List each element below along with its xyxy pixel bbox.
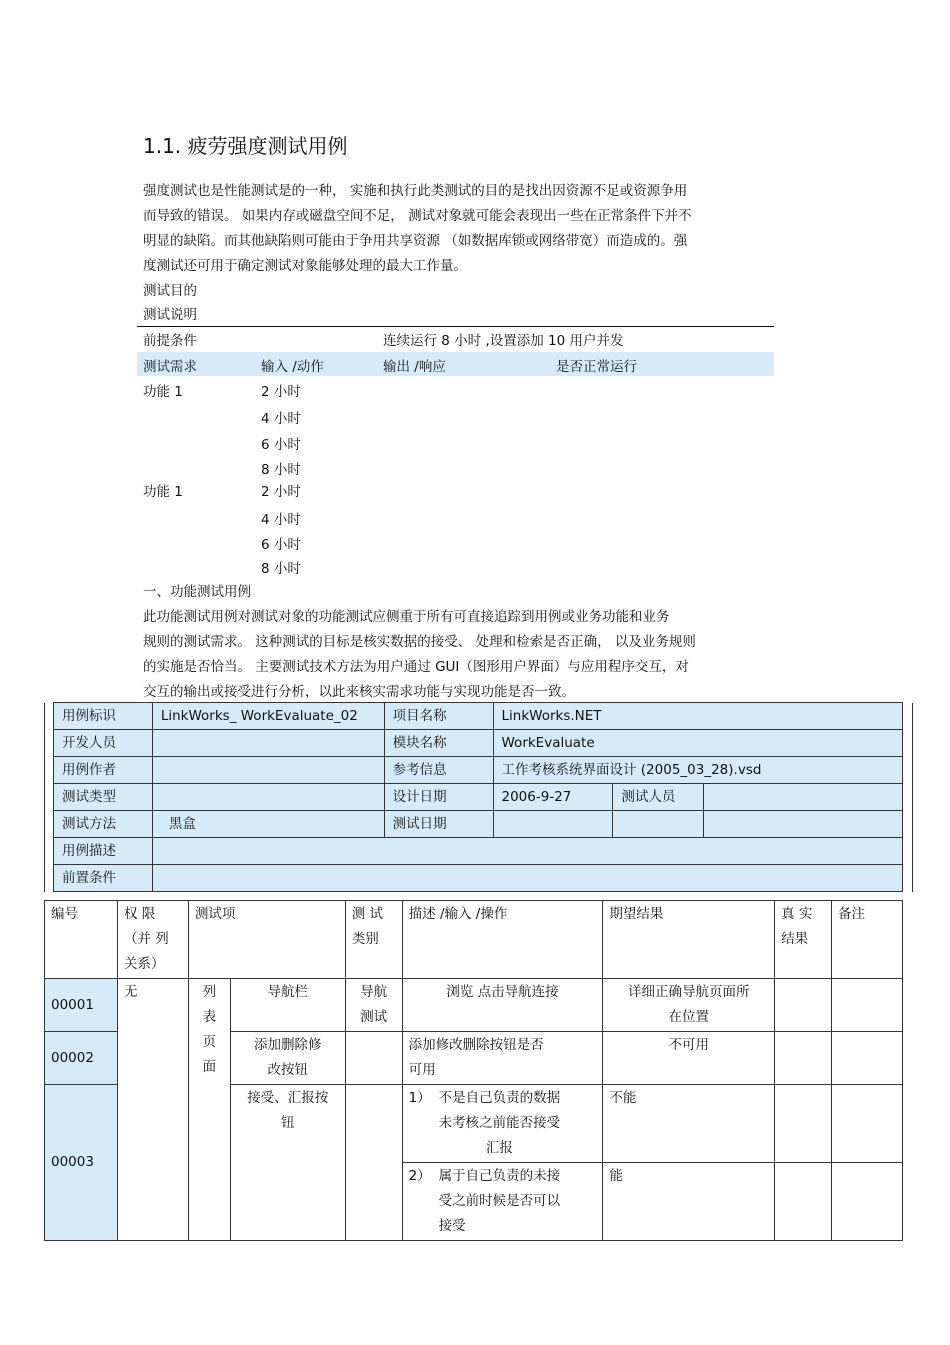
precondition-label: 前提条件 — [143, 333, 197, 349]
req-time: 8 小时 — [261, 561, 301, 577]
header-line: 权 限 — [123, 906, 156, 922]
cell-line: 钮 — [281, 1115, 295, 1131]
section-title: 一、功能测试用例 — [143, 584, 251, 600]
req-time: 4 小时 — [261, 512, 301, 528]
test-date-label: 测试日期 — [384, 811, 493, 838]
step-text — [439, 1164, 561, 1239]
note — [832, 979, 903, 1032]
permission-value: 无 — [117, 979, 188, 1241]
type-label: 测试类型 — [53, 784, 152, 811]
expected-result: 不可用 — [603, 1032, 775, 1085]
cell-line: 接受 — [438, 1218, 466, 1234]
cell-line: 测试 — [360, 1009, 388, 1025]
actual-result — [775, 1032, 832, 1085]
case-id: 00002 — [45, 1032, 118, 1085]
developer-value — [152, 730, 384, 757]
group-char: 页 — [202, 1034, 217, 1050]
pre-value — [152, 865, 902, 892]
project-label: 项目名称 — [384, 703, 493, 730]
cell-line: 未考核之前能否接受 — [438, 1115, 561, 1131]
header-line: （并 列 — [123, 931, 169, 947]
req-time: 2 小时 — [261, 484, 301, 500]
right-margin — [902, 703, 912, 892]
test-description: 浏览 点击导航连接 — [402, 979, 603, 1032]
tester-value — [704, 784, 903, 811]
cell-line: 接受、汇报按 — [247, 1090, 329, 1106]
expected-result — [603, 979, 775, 1032]
cell-line: 导航 — [360, 984, 388, 1000]
method-value: 黑盒 — [152, 811, 384, 838]
rule-line — [137, 326, 774, 327]
expected-result: 能 — [603, 1163, 775, 1241]
test-item — [230, 1085, 345, 1241]
actual-result — [775, 1163, 832, 1241]
header-category — [345, 901, 402, 979]
section-line: 交互的输出或接受进行分析，以此来核实需求功能与实现功能是否一致。 — [143, 684, 575, 700]
req-func: 功能 1 — [143, 384, 183, 400]
table-row — [45, 979, 903, 1032]
note — [832, 1163, 903, 1241]
section-line: 规则的测试需求。 这种测试的目标是核实数据的接受、 处理和检索是否正确， 以及业务规则 — [143, 634, 696, 650]
header-id: 编号 — [45, 901, 118, 979]
module-value: WorkEvaluate — [493, 730, 902, 757]
cell-line: 汇报 — [485, 1140, 513, 1156]
header-note: 备注 — [832, 901, 903, 979]
intro-line: 强度测试也是性能测试是的一种， 实施和执行此类测试的目的是找出因资源不足或资源争用 — [143, 183, 688, 199]
intro-line: 明显的缺陷。而其他缺陷则可能由于争用共享资源 （如数据库锁或网络带宽）而造成的。强 — [143, 233, 688, 249]
header-requirement: 测试需求 — [143, 359, 197, 375]
case-id: 00003 — [45, 1085, 118, 1241]
developer-label: 开发人员 — [53, 730, 152, 757]
numbered-step — [409, 1086, 597, 1161]
author-label: 用例作者 — [53, 757, 152, 784]
desc-label: 用例描述 — [53, 838, 152, 865]
header-expected: 期望结果 — [603, 901, 775, 979]
cell-line: 受之前时候是否可以 — [438, 1193, 561, 1209]
cell-line: 添加删除修 — [254, 1037, 322, 1053]
header-permission — [117, 901, 188, 979]
type-value — [152, 784, 384, 811]
blank-cell — [704, 811, 903, 838]
requirement-header — [137, 352, 774, 376]
note — [832, 1085, 903, 1163]
header-line: 结果 — [781, 931, 809, 947]
cell-line: 详细正确导航页面所 — [627, 984, 750, 1000]
left-margin — [45, 703, 54, 892]
req-time: 8 小时 — [261, 462, 301, 478]
header-line: 测 试 — [351, 906, 384, 922]
cell-line: 不是自己负责的数据 — [438, 1090, 561, 1106]
description-label: 测试说明 — [143, 307, 197, 323]
req-time: 2 小时 — [261, 384, 301, 400]
design-date-value: 2006-9-27 — [493, 784, 613, 811]
header-input: 输入 /动作 — [261, 359, 324, 375]
design-date-label: 设计日期 — [384, 784, 493, 811]
test-item: 导航栏 — [230, 979, 345, 1032]
desc-value — [152, 838, 902, 865]
blank-cell — [613, 811, 704, 838]
ref-value: 工作考核系统界面设计 (2005_03_28).vsd — [493, 757, 902, 784]
note — [832, 1032, 903, 1085]
step-number: 2） — [408, 1168, 431, 1184]
test-description — [402, 1032, 603, 1085]
cell-line: 在位置 — [668, 1009, 709, 1025]
test-category — [345, 1032, 402, 1085]
author-value — [152, 757, 384, 784]
intro-line: 而导致的错误。 如果内存或磁盘空间不足， 测试对象就可能会表现出一些在正常条件下并不 — [143, 208, 692, 224]
ref-label: 参考信息 — [384, 757, 493, 784]
case-id-value: LinkWorks_ WorkEvaluate_02 — [152, 703, 384, 730]
precondition-value: 连续运行 8 小时 ,设置添加 10 用户并发 — [383, 333, 624, 349]
test-category — [345, 979, 402, 1032]
actual-result — [775, 1085, 832, 1163]
purpose-label: 测试目的 — [143, 283, 197, 299]
test-item — [230, 1032, 345, 1085]
expected-result: 不能 — [603, 1085, 775, 1163]
req-func: 功能 1 — [143, 484, 183, 500]
tester-label: 测试人员 — [613, 784, 704, 811]
test-category — [345, 1085, 402, 1241]
header-actual — [775, 901, 832, 979]
project-value: LinkWorks.NET — [493, 703, 902, 730]
page-title: 1.1. 疲劳强度测试用例 — [143, 134, 348, 158]
test-case-table — [44, 900, 903, 1241]
cell-line: 可用 — [408, 1062, 436, 1078]
header-status: 是否正常运行 — [556, 359, 637, 375]
module-label: 模块名称 — [384, 730, 493, 757]
intro-line: 度测试还可用于确定测试对象能够处理的最大工作量。 — [143, 258, 467, 274]
method-label: 测试方法 — [53, 811, 152, 838]
req-time: 6 小时 — [261, 537, 301, 553]
step-number: 1） — [408, 1090, 431, 1106]
pre-label: 前置条件 — [53, 865, 152, 892]
section-line: 的实施是否恰当。 主要测试技术方法为用户通过 GUI（图形用户界面）与应用程序交互，对 — [143, 659, 689, 675]
header-line: 关系） — [123, 956, 165, 972]
req-time: 4 小时 — [261, 411, 301, 427]
header-output: 输出 /响应 — [383, 359, 446, 375]
test-date-value — [493, 811, 613, 838]
cell-line: 添加修改删除按钮是否 — [408, 1037, 544, 1053]
test-description — [402, 1163, 603, 1241]
header-description: 描述 /输入 /操作 — [402, 901, 603, 979]
test-description — [402, 1085, 603, 1163]
section-line: 此功能测试用例对测试对象的功能测试应侧重于所有可直接追踪到用例或业务功能和业务 — [143, 609, 670, 625]
step-text — [439, 1086, 561, 1161]
case-id: 00001 — [45, 979, 118, 1032]
case-id-label: 用例标识 — [53, 703, 152, 730]
header-line: 真 实 — [781, 906, 813, 922]
group-char: 列 — [202, 984, 217, 1000]
group-label — [188, 979, 230, 1241]
cell-line: 改按钮 — [267, 1062, 309, 1078]
group-char: 表 — [202, 1009, 217, 1025]
header-test-item: 测试项 — [188, 901, 345, 979]
actual-result — [775, 979, 832, 1032]
group-char: 面 — [202, 1059, 217, 1075]
case-info-table — [44, 702, 913, 892]
header-line: 类别 — [351, 931, 379, 947]
cell-line: 属于自己负责的未接 — [438, 1168, 561, 1184]
req-time: 6 小时 — [261, 437, 301, 453]
numbered-step — [409, 1164, 597, 1239]
